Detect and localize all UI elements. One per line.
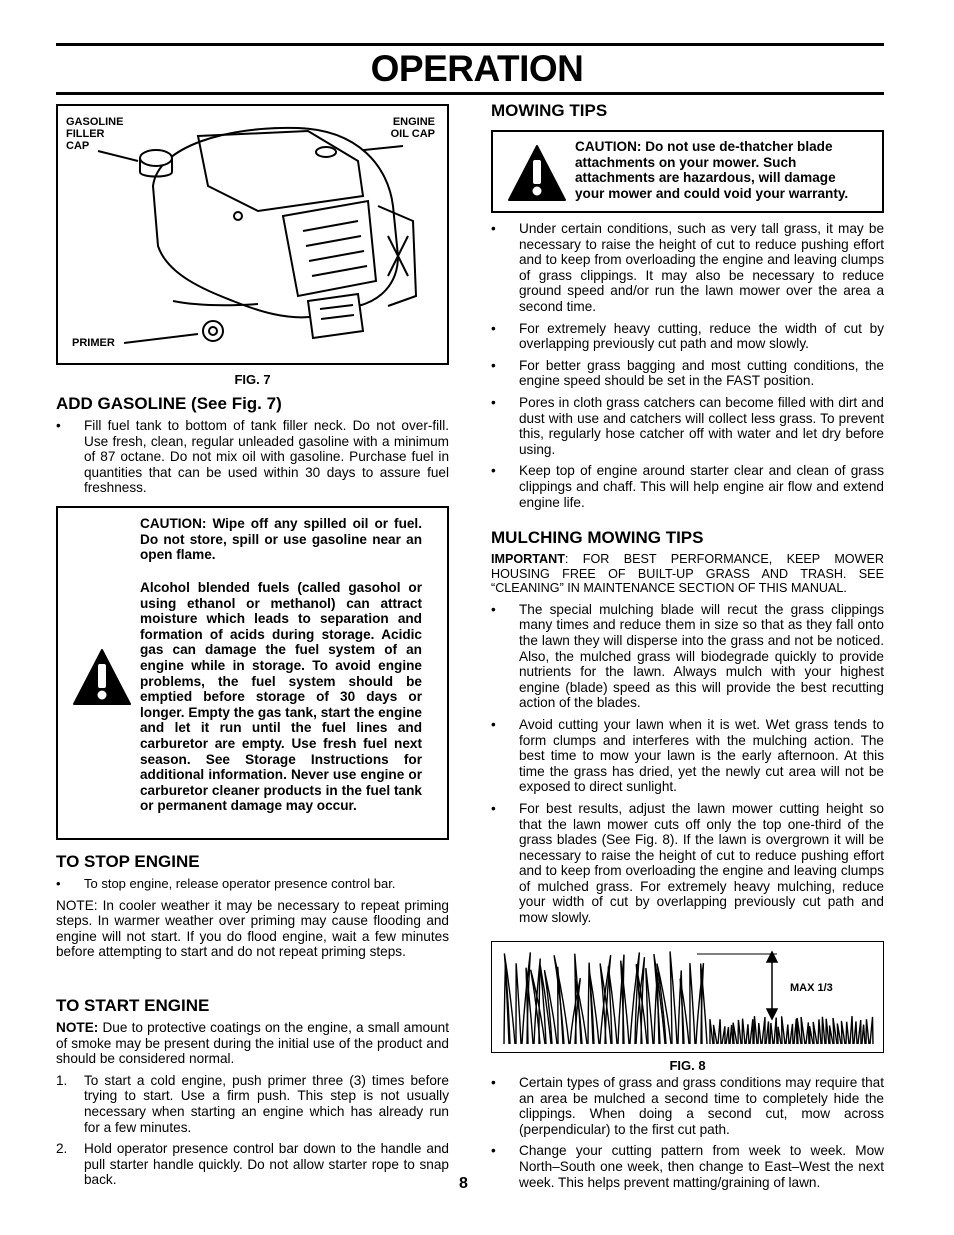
engine-illustration: [58, 106, 447, 363]
warning-icon: [72, 648, 132, 706]
cut-grass-blade: [746, 1024, 749, 1044]
start-engine-heading: TO START ENGINE: [56, 996, 210, 1015]
list-item: • Change your cutting pattern from week to week. Mow North–South one week, then change to East–West the next week. This helps prevent matting/graining of lawn.: [491, 1143, 884, 1190]
left-column: [56, 394, 449, 502]
mulching-section: [491, 528, 884, 932]
cut-grass-blade: [797, 1018, 801, 1044]
start-engine-steps: [56, 1073, 449, 1188]
cut-grass-blade: [866, 1019, 869, 1044]
list-item: • For better grass bagging and most cutting conditions, the engine speed should be set in the FAST position.: [491, 358, 884, 389]
list-item: • Certain types of grass and grass conditions may require that an area be mulched a second time to completely hide the clippings. When doing a second cut, mow across (perpendicular) to the first cut path.: [491, 1075, 884, 1137]
grass-blade: [680, 979, 689, 1044]
cut-grass-blade: [766, 1021, 769, 1044]
start-engine-section: [56, 996, 449, 1194]
stop-engine-list: [56, 876, 449, 892]
grass-blade: [516, 963, 521, 1044]
page-number: 8: [459, 1175, 468, 1192]
list-item: • To stop engine, release operator presence control bar.: [56, 876, 449, 892]
mulching-heading: MULCHING MOWING TIPS: [491, 528, 704, 547]
stop-engine-note: NOTE: In cooler weather it may be necessary to repeat priming steps. In warmer weather over priming may cause flooding and engine will not start. If you do flood engine, wait a few minutes before attempting to start and do not repeat priming steps.: [56, 897, 449, 960]
max-third-label: MAX 1/3: [790, 982, 833, 994]
cut-grass-blade: [822, 1017, 825, 1044]
title-rule: [56, 92, 884, 95]
fuel-caution-box: [56, 506, 449, 840]
cut-grass-blade: [786, 1024, 789, 1044]
fig8-frame: [491, 941, 884, 1053]
note-label: NOTE:: [56, 1020, 99, 1035]
mulching-important: [491, 552, 884, 596]
cut-grass-blade: [770, 1023, 773, 1044]
cut-grass-blade: [738, 1020, 741, 1044]
list-item: • Avoid cutting your lawn when it is wet. Wet grass tends to form clumps and interferes with the mulching action. The best time to mow your lawn is the early afternoon. At this time the grass has dried, yet the newly cut area will not be exposed to direct sunlight.: [491, 717, 884, 795]
dethatcher-caution-box: [491, 130, 884, 213]
stop-engine-heading: TO STOP ENGINE: [56, 852, 200, 871]
cut-grass-blade: [850, 1016, 853, 1044]
cut-grass-blade: [830, 1025, 833, 1044]
top-rule: [56, 43, 884, 46]
list-item: • Pores in cloth grass catchers can become filled with dirt and dust with use and catchers will collect less grass. To prevent this, regularly hose catcher off with water and let dry before using.: [491, 395, 884, 457]
cut-grass-blade: [790, 1024, 793, 1044]
cut-grass-blade: [754, 1016, 757, 1044]
oil-cap-label: ENGINE OIL CAP: [390, 116, 435, 140]
fig7-frame: [56, 104, 449, 365]
gas-cap-label: GASOLINE FILLER CAP: [66, 116, 124, 152]
grass-blade: [589, 970, 599, 1044]
list-item: 1. To start a cold engine, push primer three (3) times before trying to start. Use a firm push. This step is not usually necessary when starting an engine which has already run for a few minutes.: [56, 1072, 449, 1135]
cut-grass-blade: [854, 1021, 857, 1044]
page-title: OPERATION: [370, 48, 584, 89]
fuel-caution-text-2: Alcohol blended fuels (called gasohol or using ethanol or methanol) can attract moisture which leads to separation and formation of acids during storage. Acidic gas can damage the fuel system of an engine while in storage. To avoid engine problems, the fuel system should be emptied before storage of 30 days or longer. Empty the gas tank, start the engine and let it run until the fuel lines and carburetor are empty. Use fresh fuel next season. See Storage Instructions for additional information. Never use engine or carburetor cleaner products in the fuel tank or permanent damage may occur.: [140, 580, 422, 814]
add-gasoline-list: [56, 418, 449, 496]
cut-grass-blade: [733, 1023, 737, 1044]
mowing-tips-list: [491, 221, 884, 510]
mowing-tips-section: [491, 101, 884, 125]
cut-grass-blade: [714, 1025, 717, 1044]
cut-grass-blade: [810, 1026, 813, 1044]
cut-grass-blade: [726, 1027, 729, 1044]
cut-grass-blade: [762, 1017, 765, 1044]
add-gasoline-heading: ADD GASOLINE (See Fig. 7): [56, 394, 282, 413]
fig8-caption: FIG. 8: [669, 1058, 706, 1073]
cut-grass-blade: [818, 1019, 821, 1044]
cut-grass-blade: [858, 1020, 861, 1044]
fig7-caption: FIG. 7: [234, 372, 271, 387]
grass-blade: [701, 964, 707, 1044]
cut-grass-blade: [782, 1016, 785, 1044]
grass-blade: [504, 953, 515, 1044]
cut-grass-blade: [710, 1019, 713, 1044]
list-item: 2. Hold operator presence control bar down to the handle and pull starter handle quickly. Do not allow starter rope to snap back.: [56, 1141, 449, 1188]
cut-grass-blade: [806, 1022, 809, 1044]
fuel-caution-text-1: CAUTION: Wipe off any spilled oil or fuel. Do not store, spill or use gasoline near an open flame.: [140, 516, 422, 563]
cut-grass-blade: [758, 1023, 761, 1044]
cut-grass-blade: [870, 1017, 873, 1044]
mowing-tips-list-wrap: [491, 221, 884, 516]
list-item: • Keep top of engine around starter clear and clean of grass clippings and chaff. This will help engine air flow and extend engine life.: [491, 463, 884, 510]
cut-grass-blade: [794, 1019, 797, 1044]
list-item: • For best results, adjust the lawn mower cutting height so that the lawn mower cuts off only the top one-third of the grass blades (See Fig. 8). If the lawn is overgrown it will be necessary to raise the height of cut to reduce pushing effort and to keep from overloading the engine and leaving clumps of mulched grass. For extremely heavy mulching, reduce your width of cut by overlapping previously cut path and mow slowly.: [491, 801, 884, 926]
mulching-list: [491, 602, 884, 926]
cut-grass-blade: [774, 1018, 777, 1044]
list-item: • Under certain conditions, such as very tall grass, it may be necessary to raise the height of cut to reduce pushing effort and to keep from overloading the engine and leaving clumps of grass clippings. It may also be necessary to reduce ground speed and/or run the lawn mower over the area a second time.: [491, 221, 884, 315]
cut-grass-blade: [730, 1025, 733, 1044]
grass-blade: [690, 963, 695, 1044]
cut-grass-blade: [833, 1018, 837, 1044]
cut-grass-blade: [778, 1027, 781, 1044]
grass-blade: [670, 951, 677, 1044]
list-item: • The special mulching blade will recut the grass clippings many times and reduce them in size so that as they fall onto the lawn they will disperse into the grass and not be noticed. Also, the mulched grass will biodegrade quickly to provide nutrients for the lawn. Always mulch with your highest engine (blade) speed as this will provide the best recutting action of the blades.: [491, 602, 884, 711]
cut-grass-blade: [837, 1023, 841, 1044]
cut-grass-blade: [722, 1026, 725, 1044]
cut-grass-blade: [801, 1017, 805, 1044]
cut-grass-blade: [841, 1021, 845, 1044]
cut-grass-blade: [862, 1025, 865, 1044]
grass-blade: [646, 968, 653, 1044]
start-engine-note: [56, 1020, 449, 1067]
grass-blade: [630, 952, 639, 1044]
cut-grass-blade: [826, 1019, 829, 1044]
note-text: Due to protective coatings on the engine, a small amount of smoke may be present during the initial use of the product and should be considered normal.: [56, 1020, 449, 1067]
stop-engine-section: [56, 852, 449, 960]
cut-grass-blade: [846, 1022, 849, 1044]
cut-grass-blade: [813, 1022, 817, 1044]
important-text: : FOR BEST PERFORMANCE, KEEP MOWER HOUSING FREE OF BUILT-UP GRASS AND TRASH. SEE “CLEANING” IN MAINTENANCE SECTION OF THIS MANUAL.: [491, 552, 884, 596]
dethatcher-caution-text: CAUTION: Do not use de-thatcher blade attachments on your mower. Such attachments are hazardous, will damage your mower and could void your warranty.: [575, 139, 849, 201]
list-item: • Fill fuel tank to bottom of tank filler neck. Do not over-fill. Use fresh, clean, regular unleaded gasoline with a minimum of 87 octane. Do not mix oil with gasoline. Purchase fuel in quantities that can be used within 30 days to assure fuel freshness.: [56, 418, 449, 496]
cut-grass-blade: [742, 1019, 745, 1044]
mowing-tips-heading: MOWING TIPS: [491, 101, 608, 120]
cut-grass-blade: [718, 1019, 721, 1044]
important-label: IMPORTANT: [491, 552, 565, 566]
mulching-after-list: [491, 1075, 884, 1190]
primer-label: PRIMER: [72, 337, 115, 349]
cut-grass-blade: [750, 1019, 753, 1044]
grass-blade: [621, 961, 629, 1044]
mulching-after-list-wrap: [491, 1075, 884, 1196]
list-item: • For extremely heavy cutting, reduce the width of cut by overlapping previously cut path and mow slowly.: [491, 321, 884, 352]
warning-icon: [507, 144, 567, 202]
grass-illustration: [492, 942, 882, 1050]
